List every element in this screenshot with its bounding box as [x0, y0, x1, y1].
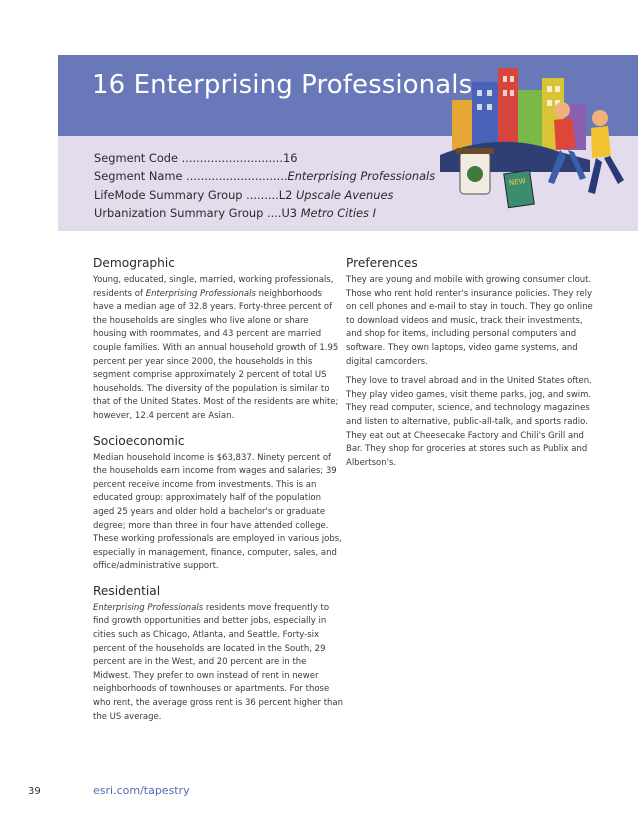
- left-column: [93, 256, 343, 734]
- segment-code-row: [94, 149, 435, 167]
- demographic-section: [93, 256, 343, 424]
- socioeconomic-text: Median household income is $63,837. Ninety percent of the households earn income from wages and salaries; 39 percent receive income from investments. This is an educated group: approximately half of the population aged 25 years and older hold a bachelor's or graduate degree; more than three in four have attended college. These working professionals are employed in various jobs, especially in management, finance, computer, sales, and office/administrative support.: [93, 452, 342, 572]
- segment-name-value: Enterprising Professionals: [287, 169, 436, 184]
- page-title: 16 Enterprising Professionals: [92, 70, 473, 100]
- segment-name-row: [94, 167, 435, 185]
- segment-name-label: Segment Name ............................: [94, 169, 288, 184]
- magazine-label: NEW: [508, 177, 527, 188]
- demographic-text-part-1: Young, educated, single, married, working professionals, residents of: [93, 275, 334, 299]
- residential-text-italic: Enterprising Professionals: [93, 602, 204, 613]
- demographic-heading: Demographic: [93, 256, 175, 270]
- urbanization-code: U3: [281, 206, 301, 221]
- magazine-icon: [504, 170, 534, 207]
- residential-text-body: residents move frequently to find growth opportunities and better jobs, especially in cities such as Chicago, Atlanta, and Seattle. Forty-six percent of the households are located in the South, 29 percent are in the West, and 20 percent are in the Midwest. They prefer to own instead of rent in newer neighborhoods of townhouses or apartments. For those who rent, the average gross rent is 36 percent higher than the US average.: [93, 602, 344, 722]
- lifemode-code: L2: [278, 187, 296, 202]
- lifemode-value: Upscale Avenues: [295, 187, 394, 202]
- residential-text: [93, 602, 343, 724]
- demographic-text: [93, 274, 343, 424]
- socioeconomic-heading: Socioeconomic: [93, 433, 185, 448]
- preferences-heading: Preferences: [346, 256, 418, 270]
- segment-code-value: 16: [283, 151, 298, 165]
- right-column: [346, 256, 596, 480]
- segment-code-label: Segment Code ............................: [94, 151, 284, 165]
- preferences-paragraph-2: They love to travel abroad and in the United States often. They play video games, visit theme parks, jog, and swim. They read computer, science, and technology magazines and listen to alternative, public-all-talk, and sports radio. They eat out at Cheesecake Factory and Chili's Grill and Bar. They shop for groceries at stores such as Publix and Albertson's.: [346, 376, 592, 468]
- urbanization-value: Metro Cities I: [300, 206, 376, 221]
- preferences-section: [346, 256, 596, 470]
- footer-link[interactable]: esri.com/tapestry: [93, 784, 190, 797]
- segment-illustration: [440, 60, 630, 220]
- segment-info: [94, 149, 435, 223]
- page-number: 39: [28, 786, 41, 797]
- lifemode-label: LifeMode Summary Group .........: [94, 187, 279, 202]
- socioeconomic-section: [93, 434, 343, 574]
- urbanization-row: [94, 204, 435, 222]
- demographic-text-part-2: neighborhoods have a median age of 32.8 years. Forty-three percent of the households are singles who live alone or share housing with roommates, and 43 percent are married couple families. With an annual household growth of 1.95 percent per year since 2000, the households in this segment comprise approximately 2 percent of total US households. The diversity of the population is similar to that of the United States. Most of the residents are white; however, 12.4 percent are Asian.: [93, 288, 339, 421]
- urbanization-label: Urbanization Summary Group ....: [94, 206, 282, 221]
- demographic-text-italic: Enterprising Professionals: [145, 288, 256, 299]
- coffee-cup-icon: [456, 148, 494, 194]
- residential-heading: Residential: [93, 583, 161, 598]
- preferences-paragraph-1: They are young and mobile with growing consumer clout. Those who rent hold renter's insurance policies. They rely on cell phones and e-mail to stay in touch. They go online to download videos and music, track their investments, and shop for items, including personal computers and software. They own laptops, video game systems, and digital camcorders.: [346, 275, 593, 367]
- lifemode-row: [94, 186, 435, 204]
- residential-section: [93, 584, 343, 724]
